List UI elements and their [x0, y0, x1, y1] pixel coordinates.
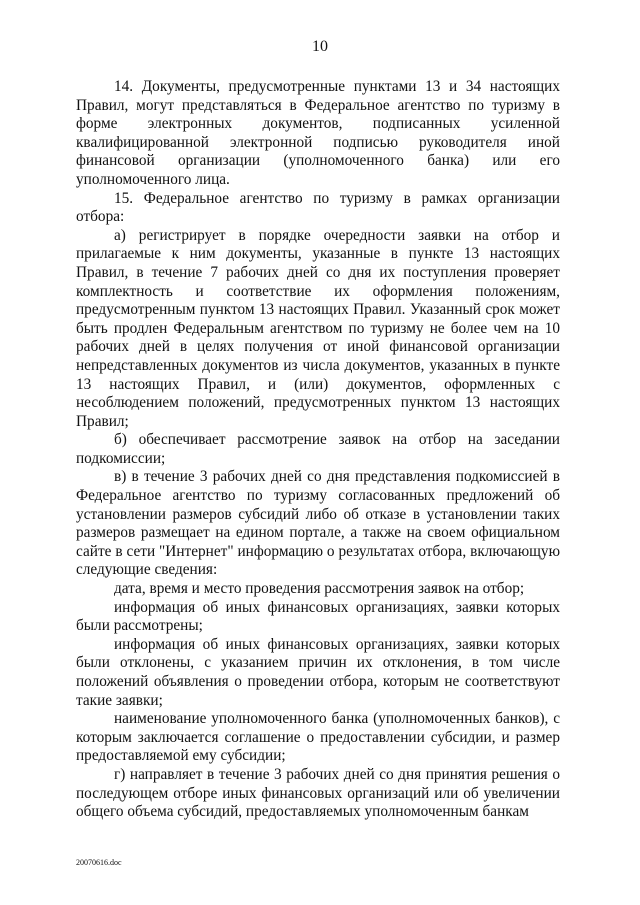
- document-body: [76, 78, 560, 822]
- paragraph-15-b: б) обеспечивает рассмотрение заявок на отбор на заседании подкомиссии;: [76, 431, 560, 467]
- paragraph-15-v-item-1: дата, время и место проведения рассмотрения заявок на отбор;: [114, 580, 525, 598]
- paragraph-15-v-item-4: наименование уполномоченного банка (уполномоченных банков), с которым заключается соглашение о предоставлении субсидии, и размер предоставляемой ему субсидии;: [76, 710, 560, 765]
- page-number: 10: [312, 38, 328, 55]
- paragraph-15-v-item-2: информация об иных финансовых организациях, заявки которых были рассмотрены;: [76, 598, 560, 635]
- paragraph-15-v-item-3: информация об иных финансовых организациях, заявки которых были отклонены, с указанием причин их отклонения, в том числе положений объявления о проведении отбора, которым не соответствуют такие заявки;: [76, 635, 560, 709]
- paragraph-15-g: г) направляет в течение 3 рабочих дней со дня принятия решения о последующем отборе иных финансовых организаций или об увеличении общего объема субсидий, предоставляемых уполномоченным банкам: [76, 765, 560, 821]
- paragraph-15: 15. Федеральное агентство по туризму в рамках организации отбора:: [76, 189, 560, 226]
- file-name-footer: 20070616.doc: [76, 858, 122, 867]
- paragraph-15-v: в) в течение 3 рабочих дней со дня представления подкомиссией в Федеральное агентство по туризму согласованных предложений об установлении размеров субсидий либо об отказе в установлении таких размеров размещает на едином портале, а также на своем официальном сайте в сети "Интернет" информацию о результатах отбора, включающую следующие сведения:: [76, 468, 560, 579]
- paragraph-15-a: а) регистрирует в порядке очередности заявки на отбор и прилагаемые к ним документы, указанные в пункте 13 настоящих Правил, в течение 7 рабочих дней со дня их поступления проверяет комплектность и соответствие их оформления положениям, предусмотренным пунктом 13 настоящих Правил. Указанный срок может быть продлен Федеральным агентством по туризму не более чем на 10 рабочих дней в целях получения от иной финансовой организации непредставленных документов из числа документов, указанных в пункте 13 настоящих Правил, и (или) документов, оформленных с несоблюдением положений, предусмотренных пунктом 13 настоящих Правил;: [76, 226, 560, 430]
- paragraph-14: 14. Документы, предусмотренные пунктами 13 и 34 настоящих Правил, могут представляться в Федеральное агентство по туризму в форме электронных документов, подписанных усиленной квалифицированной электронной подписью руководителя иной финансовой организации (уполномоченного банка) или его уполномоченного лица.: [76, 78, 560, 188]
